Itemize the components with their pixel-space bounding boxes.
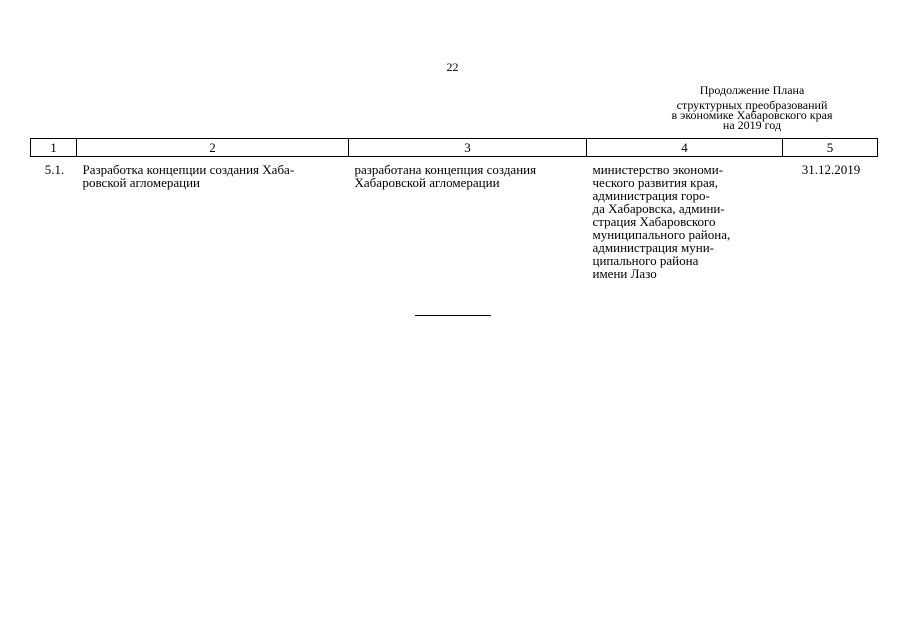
continuation-title	[642, 84, 862, 130]
responsible-line: министерство экономи-	[592, 162, 724, 177]
responsible-line: муниципального района,	[592, 227, 731, 242]
responsible-line: да Хабаровска, админи-	[592, 201, 725, 216]
result-cell	[349, 157, 587, 281]
deadline-cell: 31.12.2019	[801, 162, 861, 177]
result-line: Хабаровской агломерации	[354, 175, 500, 190]
column-header-3: 3	[349, 139, 587, 157]
continuation-title-line-1: Продолжение Плана	[699, 83, 805, 97]
responsible-line: страция Хабаровского	[592, 214, 716, 229]
continuation-title-line-4: на 2019 год	[722, 118, 782, 132]
activity-line: ровской агломерации	[82, 175, 201, 190]
column-header-1: 1	[31, 139, 77, 157]
table-row	[31, 157, 878, 281]
continuation-title-line-3: в экономике Хабаровского края	[671, 108, 833, 122]
table-header-row	[31, 139, 878, 157]
page-number: 22	[446, 60, 459, 74]
responsible-line: ческого развития края,	[592, 175, 718, 190]
column-header-4: 4	[587, 139, 783, 157]
responsible-cell	[587, 157, 783, 281]
row-number-cell: 5.1.	[44, 162, 65, 177]
continuation-title-line-2: структурных преобразований	[676, 98, 828, 112]
responsible-line: администрация муни-	[592, 240, 714, 255]
activity-cell	[77, 157, 349, 281]
column-header-2: 2	[77, 139, 349, 157]
activity-line: Разработка концепции создания Хаба-	[82, 162, 295, 177]
plan-table	[30, 138, 878, 280]
responsible-line: имени Лазо	[592, 266, 657, 281]
responsible-line: ципального района	[592, 253, 699, 268]
column-header-5: 5	[783, 139, 878, 157]
closing-divider	[415, 315, 491, 316]
responsible-line: администрация горо-	[592, 188, 710, 203]
result-line: разработана концепция создания	[354, 162, 537, 177]
